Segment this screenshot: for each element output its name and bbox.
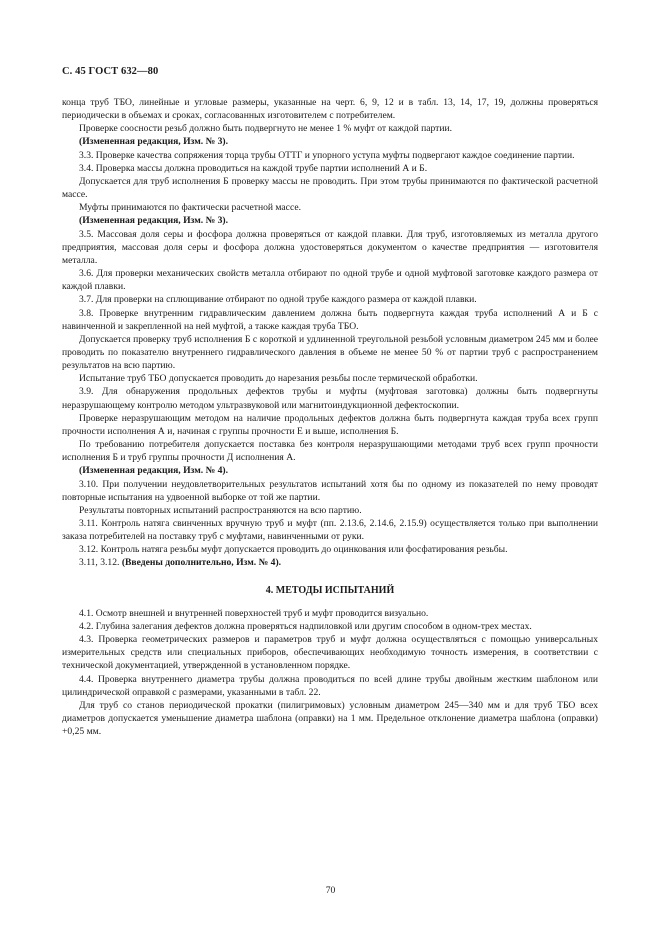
paragraph: 3.8. Проверке внутренним гидравлическим давлением должна быть подвергнута каждая труба исполнений А и Б с навинченной и закрепленной на ней муфтой, а также каждая труба ТБО. xyxy=(62,307,598,332)
paragraph: 4.2. Глубина залегания дефектов должна проверяться надпиловкой или другим способом в одном-трех местах. xyxy=(79,620,532,632)
paragraph: Допускается проверку труб исполнения Б с короткой и удлиненной треугольной резьбой условным диаметром 245 мм и более проводить по показателю внутреннего гидравлического давления в объеме не менее 50 % от партии труб с распространением результатов на всю партию. xyxy=(62,333,598,372)
paragraph: 3.3. Проверке качества сопряжения торца трубы ОТТГ и упорного уступа муфты подвергают каждое соединение партии. xyxy=(79,149,575,161)
paragraph: 4.4. Проверка внутреннего диаметра трубы должна проводиться по всей длине трубы двойным жестким шаблоном или цилиндрической оправкой с размерами, указанными в табл. 22. xyxy=(62,673,598,698)
section-heading: 4. МЕТОДЫ ИСПЫТАНИЙ xyxy=(265,584,395,596)
paragraph: Проверке соосности резьб должно быть подвергнуто не менее 1 % муфт от каждой партии. xyxy=(79,123,453,135)
paragraph: 3.4. Проверка массы должна проводиться на каждой трубе партии исполнений А и Б. xyxy=(79,162,428,174)
paragraph: 3.6. Для проверки механических свойств металла отбирают по одной трубе и одной муфтовой заготовке каждого размера от каждой плавки. xyxy=(62,268,598,293)
paragraph: 4.3. Проверка геометрических размеров и параметров труб и муфт должна осуществляться с помощью универсальных измерительных средств или специальных приборов, обеспечивающих необходимую точность измерения, в соответствии с технической документацией, утвержденной в установленном порядке. xyxy=(62,634,598,672)
amendment-note: (Измененная редакция, Изм. № 3). xyxy=(79,136,229,148)
page-number: 70 xyxy=(325,885,336,896)
paragraph: 3.7. Для проверки на сплющивание отбирают по одной трубе каждого размера от каждой плавки. xyxy=(79,294,477,306)
clause-ref: 3.11, 3.12. xyxy=(79,557,122,569)
paragraph: Проверке неразрушающим методом на наличие продольных дефектов должна быть подвергнута каждая труба всех групп прочности исполнения А и, начиная с группы прочности Е и выше, исполнения Б. xyxy=(62,412,598,437)
paragraph: Для труб со станов периодической прокатки (пилигримовых) условным диаметром 245—340 мм и для труб ТБО всех диаметров допускается уменьшение диаметра шаблона (оправки) на 1 мм. Предельное отклонение диаметра шаблона (оправки) +0,25 мм. xyxy=(62,699,598,738)
paragraph: 3.9. Для обнаружения продольных дефектов трубы и муфты (муфтовая заготовка) должны быть подвергнуты неразрушающему контролю методом ультразвуковой или магнитоиндукционной дефектоскопии. xyxy=(62,386,598,411)
paragraph: Муфты принимаются по фактически расчетной массе. xyxy=(79,202,301,214)
paragraph: По требованию потребителя допускается поставка без контроля неразрушающими методами труб всех групп прочности исполнения Б и труб группы прочности Д исполнения А. xyxy=(62,439,598,464)
paragraph: 3.10. При получении неудовлетворительных результатов испытаний хотя бы по одному из показателей по нему проводят повторные испытания на удвоенной выборке от той же партии. xyxy=(62,478,598,503)
paragraph: конца труб ТБО, линейные и угловые размеры, указанные на черт. 6, 9, 12 и в табл. 13, 14, 17, 19, должны проверяться периодически в объемах и сроках, согласованных изготовителем с потребителем. xyxy=(62,97,598,122)
page-header: С. 45 ГОСТ 632—80 xyxy=(62,66,159,77)
paragraph: Результаты повторных испытаний распространяются на всю партию. xyxy=(79,504,362,516)
paragraph: 4.1. Осмотр внешней и внутренней поверхностей труб и муфт проводится визуально. xyxy=(79,607,429,619)
paragraph xyxy=(62,556,598,569)
paragraph: 3.12. Контроль натяга резьбы муфт допускается проводить до оцинкования или фосфатирования резьбы. xyxy=(79,544,508,556)
amendment-note: (Введены дополнительно, Изм. № 4). xyxy=(121,557,282,569)
amendment-note: (Измененная редакция, Изм. № 4). xyxy=(79,465,229,477)
document-body xyxy=(62,96,598,738)
amendment-note: (Измененная редакция, Изм. № 3). xyxy=(79,215,229,227)
paragraph: 3.5. Массовая доля серы и фосфора должна проверяться от каждой плавки. Для труб, изготовляемых из металла другого предприятия, массовая доля серы и фосфора должна удостоверяться документом о качестве предприятия — изготовителя металла. xyxy=(62,228,598,266)
paragraph: Испытание труб ТБО допускается проводить до нарезания резьбы после термической обработки. xyxy=(79,373,478,385)
paragraph: 3.11. Контроль натяга свинченных вручную труб и муфт (пп. 2.13.6, 2.14.6, 2.15.9) осуществляется только при выполнении заказа потребителей на поставку труб с муфтами, навинченными от руки. xyxy=(62,518,598,543)
paragraph: Допускается для труб исполнения Б проверку массы не проводить. При этом трубы принимаются по фактической расчетной массе. xyxy=(62,175,598,201)
